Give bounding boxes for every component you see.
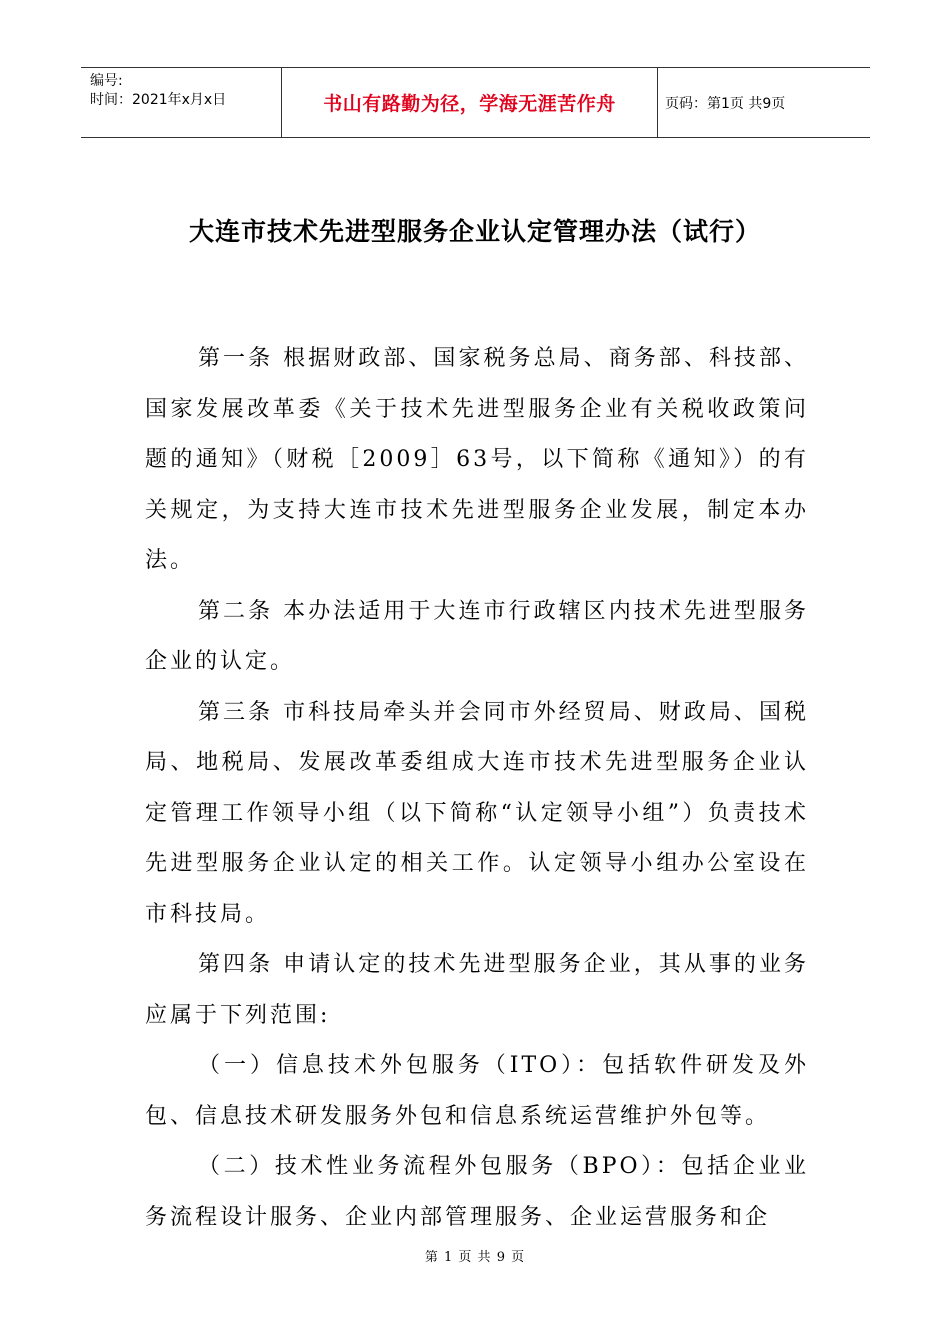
paragraph: 第一条 根据财政部、国家税务总局、商务部、科技部、国家发展改革委《关于技术先进型服务企业有关税收政策问题的通知》（财税［2009］63号，以下简称《通知》）的有关规定，为支持大连市技术先进型服务企业发展，制定本办法。 [145, 346, 809, 573]
document-number-label: 编号: [90, 73, 123, 89]
document-time-label: 时间：2021年x月x日 [90, 92, 227, 108]
paragraph: （一）信息技术外包服务（ITO）：包括软件研发及外包、信息技术研发服务外包和信息系统运营维护外包等。 [145, 1053, 809, 1129]
paragraph: 第二条 本办法适用于大连市行政辖区内技术先进型服务企业的认定。 [145, 598, 809, 674]
document-title: 大连市技术先进型服务企业认定管理办法（试行） [188, 217, 761, 246]
header-table [81, 67, 870, 138]
paragraph: （二）技术性业务流程外包服务（BPO）：包括企业业务流程设计服务、企业内部管理服务、企业运营服务和企 [145, 1154, 809, 1230]
header-meta-cell [81, 68, 282, 137]
paragraph: 第三条 市科技局牵头并会同市外经贸局、财政局、国税局、地税局、发展改革委组成大连市技术先进型服务企业认定管理工作领导小组（以下简称“认定领导小组”）负责技术先进型服务企业认定的相关工作。认定领导小组办公室设在市科技局。 [145, 699, 809, 927]
header-motto: 书山有路勤为径，学海无涯苦作舟 [282, 68, 658, 137]
document-body [145, 334, 809, 1243]
paragraph: 第四条 申请认定的技术先进型服务企业，其从事的业务应属于下列范围: [145, 952, 809, 1028]
page-footer: 第 1 页 共 9 页 [424, 1250, 526, 1265]
header-page-info: 页码：第1页 共9页 [665, 95, 786, 112]
